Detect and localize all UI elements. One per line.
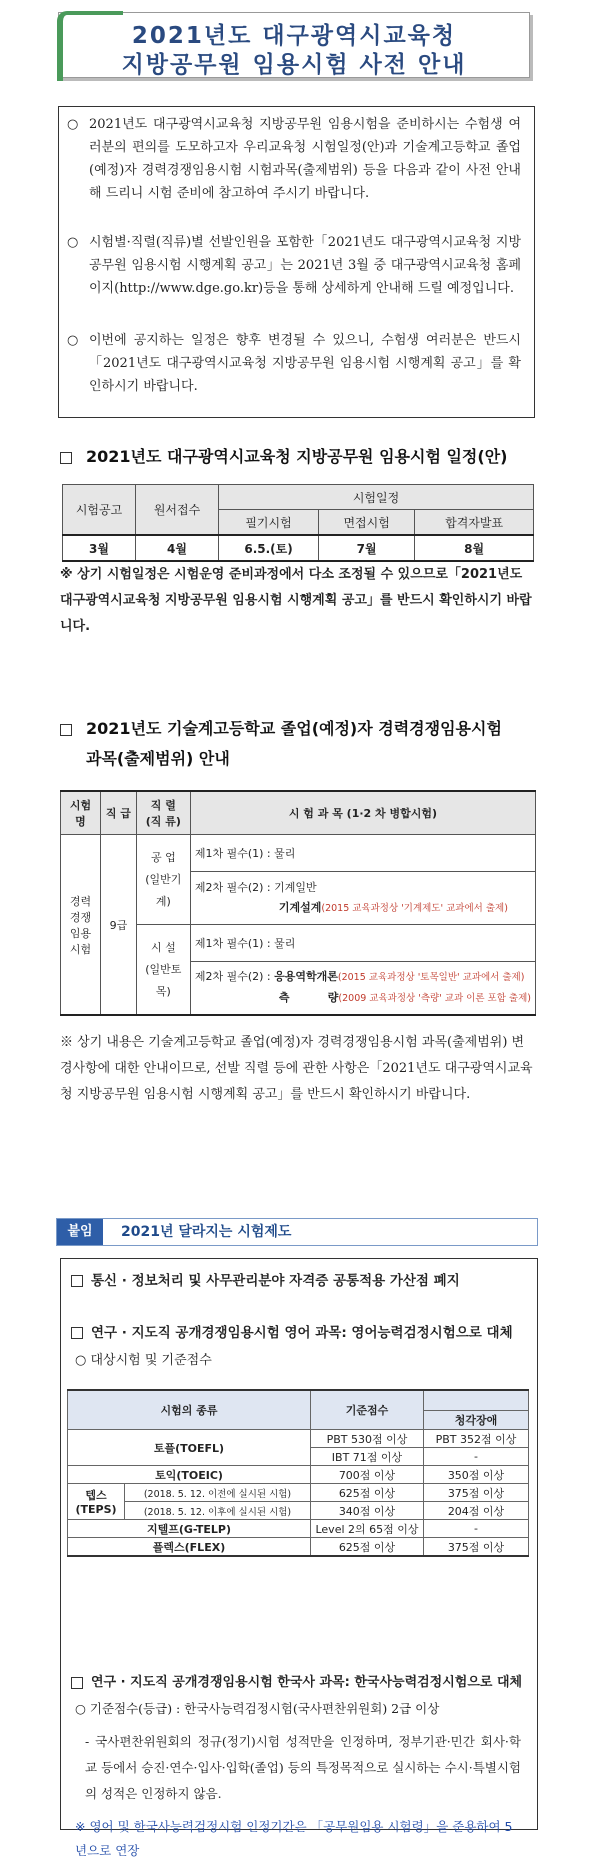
attachment-tag: 붙임 — [57, 1219, 103, 1245]
title-box — [58, 12, 530, 78]
score-deaf: 375점 이상 — [424, 1484, 529, 1502]
header-written: 필기시험 — [219, 510, 319, 536]
header-interview: 면접시험 — [319, 510, 415, 536]
cell-grade: 9급 — [100, 835, 136, 1016]
score-name-toeic: 토익(TOEIC) — [68, 1466, 311, 1484]
cell-interview: 7월 — [319, 535, 415, 561]
header-schedule: 시험일정 — [219, 485, 534, 510]
header-exam-name: 시험명 — [61, 791, 101, 835]
attachment-bar — [56, 1218, 538, 1246]
score-base: 625점 이상 — [311, 1538, 424, 1557]
header-apply: 원서접수 — [136, 485, 219, 536]
score-deaf: - — [424, 1520, 529, 1538]
cell-s2-first: 제1차 필수(1) : 물리 — [190, 925, 535, 962]
header-deaf: 청각장애 — [424, 1410, 529, 1429]
score-deaf: 375점 이상 — [424, 1538, 529, 1557]
score-name-toefl: 토플(TOEFL) — [68, 1430, 311, 1466]
circle-bullet-icon: ○ — [67, 117, 79, 132]
section2-heading: 2021년도 기술계고등학교 졸업(예정)자 경력경쟁임용시험 과목(출제범위) 안내 — [60, 714, 502, 774]
header-base: 기준점수 — [311, 1390, 424, 1430]
attach-dash-3: - 국사편찬위원회의 정규(정기)시험 성적만을 인정하며, 정부기관·민간 회사·학교 등에서 승진·연수·입사·입학(졸업) 등의 특정목적으로 실시하는 수시·특별시험의 성적은 인정하지 않음. — [85, 1734, 521, 1801]
square-bullet-icon — [60, 452, 72, 464]
subjects-table — [60, 790, 536, 1016]
notice-paragraph-1: ○ 2021년도 대구광역시교육청 지방공무원 임용시험을 준비하시는 수험생 여러분의 편의를 도모하고자 우리교육청 시험일정(안)과 기술계고등학교 졸업(예정)자 경력경쟁임용시험 시험과목(출제범위) 등을 다음과 같이 사전 안내해 드리니 시험 준비에 참고하여 주시기 바랍니다. — [89, 113, 521, 205]
score-base: IBT 71점 이상 — [311, 1448, 424, 1466]
cell-written: 6.5.(토) — [219, 535, 319, 561]
title-line-1: 2021년도 대구광역시교육청 — [131, 23, 457, 49]
score-table — [67, 1389, 529, 1557]
header-kind: 시험의 종류 — [68, 1390, 311, 1430]
score-base: 340점 이상 — [311, 1502, 424, 1520]
score-deaf: 350점 이상 — [424, 1466, 529, 1484]
attach-final-note: ※ 영어 및 한국사능력검정시험 인정기간은 「공무원임용 시험령」을 준용하여 5년으로 연장 — [75, 1819, 513, 1858]
header-result: 합격자발표 — [415, 510, 534, 536]
attach-sub-2: ○ 대상시험 및 기준점수 — [75, 1353, 212, 1368]
attach-sub-3: ○ 기준점수(등급) : 한국사능력검정시험(국사편찬위원회) 2급 이상 — [75, 1701, 440, 1716]
cell-s1-first: 제1차 필수(1) : 물리 — [190, 835, 535, 872]
score-name-gtelp: 지텔프(G-TELP) — [68, 1520, 311, 1538]
section1-note: ※ 상기 시험일정은 시험운영 준비과정에서 다소 조정될 수 있으므로「2021년도 대구광역시교육청 지방공무원 임용시험 시행계획 공고」를 반드시 확인하시기 바랍니다. — [60, 567, 532, 634]
checkbox-square-icon — [71, 1275, 83, 1287]
cell-s1-second: 제2차 필수(2) : 기계일반 기계설계(2015 교육과정상 '기계제도' 교과에서 출제) — [190, 872, 535, 925]
score-deaf: 204점 이상 — [424, 1502, 529, 1520]
cell-series-industry: 공 업 (일반기계) — [136, 835, 190, 925]
cell-apply: 4월 — [136, 535, 219, 561]
title-line-2: 지방공무원 임용시험 사전 안내 — [121, 52, 467, 78]
square-bullet-icon — [60, 724, 72, 736]
score-base: 625점 이상 — [311, 1484, 424, 1502]
attach-heading-2: 연구 · 지도직 공개경쟁임용시험 영어 과목: 영어능력검정시험으로 대체 — [71, 1321, 513, 1341]
notice-box — [58, 106, 535, 418]
cell-exam-name: 경력 경쟁 임용 시험 — [61, 835, 101, 1016]
attach-heading-1: 통신 · 정보처리 및 사무관리분야 자격증 공통적용 가산점 폐지 — [71, 1269, 460, 1289]
notice-paragraph-2: ○ 시험별·직렬(직류)별 선발인원을 포함한「2021년도 대구광역시교육청 지방공무원 임용시험 시행계획 공고」는 2021년 3월 중 대구광역시교육청 홈페이지(http://www.dge.go.kr)등을 통해 상세하게 안내해 드릴 예정입니다. — [89, 231, 521, 300]
header-series: 직 렬 (직 류) — [136, 791, 190, 835]
cell-s2-second: 제2차 필수(2) : 응용역학개론(2015 교육과정상 '토목일반' 교과에서 출제) 측 량(2009 교육과정상 '측량' 교과 이론 포함 출제) — [190, 962, 535, 1016]
cell-result: 8월 — [415, 535, 534, 561]
attachment-box — [60, 1258, 538, 1858]
header-grade: 직 급 — [100, 791, 136, 835]
attachment-title: 2021년 달라지는 시험제도 — [121, 1224, 292, 1240]
checkbox-square-icon — [71, 1327, 83, 1339]
score-sub: (2018. 5. 12. 이후에 실시된 시험) — [125, 1502, 311, 1520]
circle-bullet-icon: ○ — [67, 235, 79, 250]
score-base: Level 2의 65점 이상 — [311, 1520, 424, 1538]
score-base: PBT 530점 이상 — [311, 1430, 424, 1448]
notice-paragraph-3: ○ 이번에 공지하는 일정은 향후 변경될 수 있으니, 수험생 여러분은 반드시「2021년도 대구광역시교육청 지방공무원 임용시험 시행계획 공고」를 확인하시기 바랍니다. — [89, 329, 521, 398]
section2-note: ※ 상기 내용은 기술계고등학교 졸업(예정)자 경력경쟁임용시험 과목(출제범위) 변경사항에 대한 안내이므로, 선발 직렬 등에 관한 사항은「2021년도 대구광역시교육청 지방공무원 임용시험 시행계획 공고」를 반드시 확인하시기 바랍니다. — [60, 1035, 533, 1102]
cell-series-facility: 시 설 (일반토목) — [136, 925, 190, 1016]
header-subjects: 시 험 과 목 (1·2 차 병합시험) — [190, 791, 535, 835]
score-name-teps: 텝스 (TEPS) — [68, 1484, 125, 1520]
score-base: 700점 이상 — [311, 1466, 424, 1484]
score-name-flex: 플렉스(FLEX) — [68, 1538, 311, 1557]
score-deaf: PBT 352점 이상 — [424, 1430, 529, 1448]
section1-heading: 2021년도 대구광역시교육청 지방공무원 임용시험 일정(안) — [60, 444, 507, 467]
cell-announce: 3월 — [63, 535, 136, 561]
checkbox-square-icon — [71, 1677, 83, 1689]
score-sub: (2018. 5. 12. 이전에 실시된 시험) — [125, 1484, 311, 1502]
circle-bullet-icon: ○ — [67, 333, 79, 348]
score-deaf: - — [424, 1448, 529, 1466]
schedule-table — [62, 484, 534, 562]
attach-heading-3: 연구 · 지도직 공개경쟁임용시험 한국사 과목: 한국사능력검정시험으로 대체 — [71, 1671, 522, 1690]
header-announce: 시험공고 — [63, 485, 136, 536]
